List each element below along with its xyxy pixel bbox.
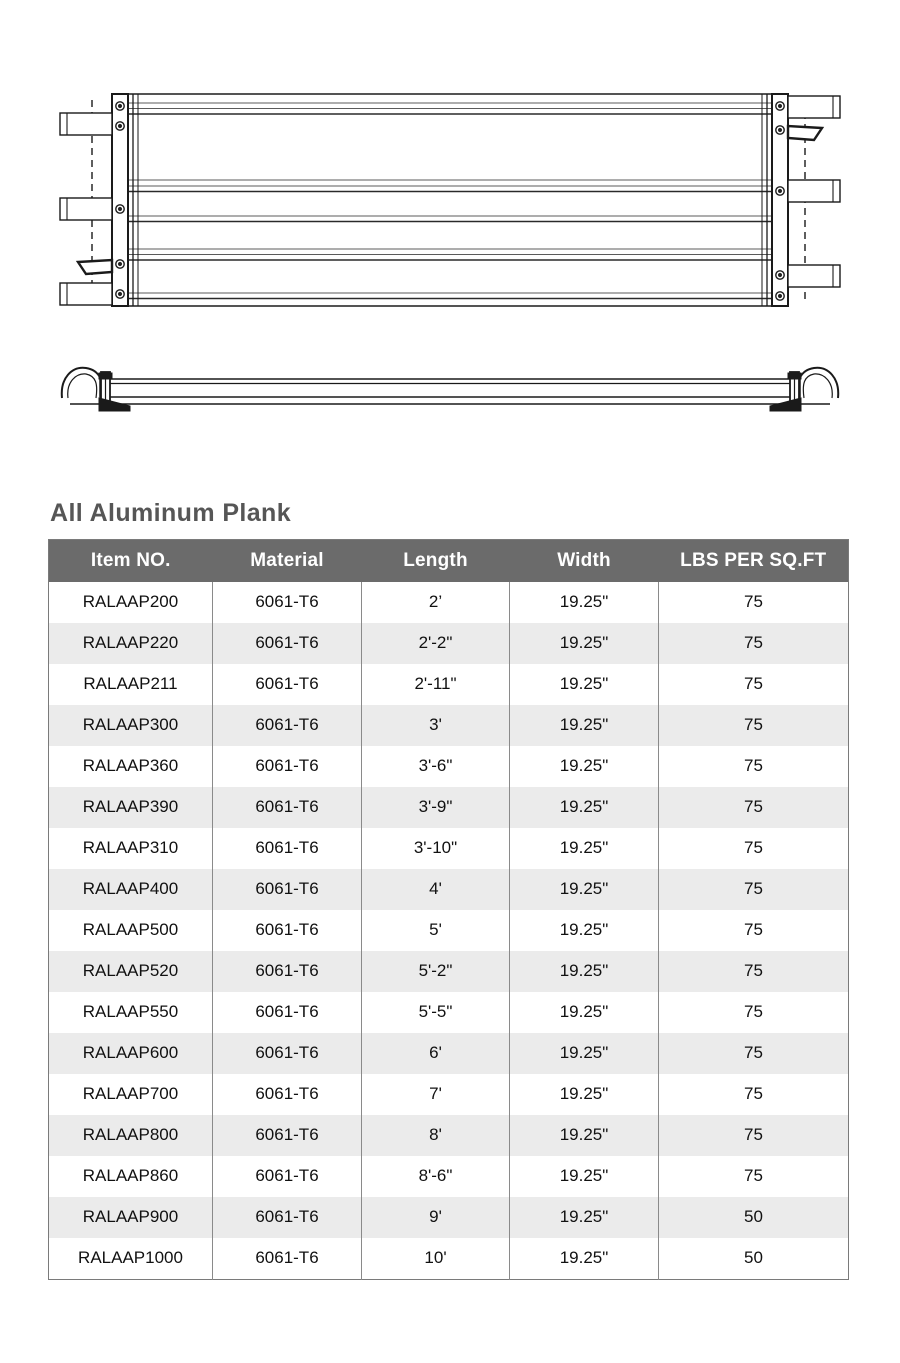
- cell-item: RALAAP400: [49, 869, 213, 910]
- cell-material: 6061-T6: [213, 1197, 362, 1238]
- cell-lbs: 75: [659, 951, 849, 992]
- spec-table-head: [49, 539, 849, 582]
- cell-length: 10': [362, 1238, 510, 1280]
- cell-material: 6061-T6: [213, 1238, 362, 1280]
- spec-section: [48, 500, 848, 1280]
- cell-lbs: 75: [659, 705, 849, 746]
- cell-item: RALAAP600: [49, 1033, 213, 1074]
- cell-width: 19.25": [510, 1197, 659, 1238]
- cell-lbs: 75: [659, 664, 849, 705]
- cell-width: 19.25": [510, 664, 659, 705]
- cell-width: 19.25": [510, 910, 659, 951]
- cell-item: RALAAP900: [49, 1197, 213, 1238]
- column-header-lbs: LBS PER SQ.FT: [659, 539, 849, 582]
- cell-lbs: 75: [659, 787, 849, 828]
- cell-length: 3'-10": [362, 828, 510, 869]
- cell-length: 5'-2": [362, 951, 510, 992]
- cell-material: 6061-T6: [213, 705, 362, 746]
- table-row: [49, 910, 849, 951]
- right-bracket-tab-1: [788, 96, 840, 118]
- left-hook-claw: [78, 260, 112, 274]
- top-view-group: [60, 94, 840, 306]
- left-bracket-tab-1: [60, 113, 112, 135]
- column-header-length: Length: [362, 539, 510, 582]
- plank-drawing-svg: [0, 0, 900, 470]
- cell-lbs: 75: [659, 1074, 849, 1115]
- right-bracket-tab-2: [788, 180, 840, 202]
- cell-lbs: 75: [659, 746, 849, 787]
- table-row: [49, 705, 849, 746]
- cell-width: 19.25": [510, 1115, 659, 1156]
- cell-material: 6061-T6: [213, 1115, 362, 1156]
- right-hook-claw: [788, 126, 822, 140]
- page-title: All Aluminum Plank: [50, 499, 292, 527]
- table-row: [49, 992, 849, 1033]
- table-row: [49, 746, 849, 787]
- cell-length: 7': [362, 1074, 510, 1115]
- table-row: [49, 1156, 849, 1197]
- cell-width: 19.25": [510, 951, 659, 992]
- cell-width: 19.25": [510, 828, 659, 869]
- cell-length: 3': [362, 705, 510, 746]
- right-bracket-tab-3: [788, 265, 840, 287]
- cell-lbs: 75: [659, 1033, 849, 1074]
- product-drawings: [0, 0, 900, 470]
- cell-lbs: 75: [659, 992, 849, 1033]
- left-bracket-tab-3: [60, 283, 112, 305]
- cell-width: 19.25": [510, 623, 659, 664]
- cell-item: RALAAP800: [49, 1115, 213, 1156]
- cell-material: 6061-T6: [213, 1033, 362, 1074]
- cell-material: 6061-T6: [213, 664, 362, 705]
- cell-material: 6061-T6: [213, 1156, 362, 1197]
- cell-item: RALAAP520: [49, 951, 213, 992]
- cell-length: 3'-6": [362, 746, 510, 787]
- cell-length: 3'-9": [362, 787, 510, 828]
- cell-length: 9': [362, 1197, 510, 1238]
- cell-length: 2’: [362, 582, 510, 623]
- cell-length: 8'-6": [362, 1156, 510, 1197]
- side-view-group: [62, 368, 838, 411]
- cell-item: RALAAP500: [49, 910, 213, 951]
- cell-item: RALAAP200: [49, 582, 213, 623]
- cell-item: RALAAP220: [49, 623, 213, 664]
- cell-lbs: 75: [659, 910, 849, 951]
- table-row: [49, 623, 849, 664]
- cell-item: RALAAP390: [49, 787, 213, 828]
- cell-material: 6061-T6: [213, 910, 362, 951]
- cell-lbs: 75: [659, 623, 849, 664]
- table-row: [49, 1115, 849, 1156]
- cell-width: 19.25": [510, 582, 659, 623]
- cell-width: 19.25": [510, 746, 659, 787]
- cell-material: 6061-T6: [213, 787, 362, 828]
- cell-item: RALAAP550: [49, 992, 213, 1033]
- cell-length: 6': [362, 1033, 510, 1074]
- cell-length: 4': [362, 869, 510, 910]
- table-header-row: [49, 539, 849, 582]
- cell-lbs: 75: [659, 869, 849, 910]
- table-row: [49, 1238, 849, 1280]
- cell-item: RALAAP211: [49, 664, 213, 705]
- cell-width: 19.25": [510, 1074, 659, 1115]
- cell-length: 5': [362, 910, 510, 951]
- cell-item: RALAAP860: [49, 1156, 213, 1197]
- column-header-width: Width: [510, 539, 659, 582]
- column-header-item: Item NO.: [49, 539, 213, 582]
- cell-width: 19.25": [510, 705, 659, 746]
- column-header-material: Material: [213, 539, 362, 582]
- cell-length: 8': [362, 1115, 510, 1156]
- spec-table: [48, 539, 849, 1280]
- cell-width: 19.25": [510, 1238, 659, 1280]
- cell-material: 6061-T6: [213, 992, 362, 1033]
- cell-width: 19.25": [510, 1033, 659, 1074]
- cell-lbs: 50: [659, 1197, 849, 1238]
- table-row: [49, 582, 849, 623]
- cell-lbs: 75: [659, 582, 849, 623]
- cell-width: 19.25": [510, 1156, 659, 1197]
- cell-material: 6061-T6: [213, 951, 362, 992]
- cell-item: RALAAP700: [49, 1074, 213, 1115]
- table-row: [49, 1074, 849, 1115]
- cell-material: 6061-T6: [213, 1074, 362, 1115]
- cell-material: 6061-T6: [213, 582, 362, 623]
- cell-item: RALAAP300: [49, 705, 213, 746]
- table-row: [49, 951, 849, 992]
- cell-length: 2'-11": [362, 664, 510, 705]
- cell-width: 19.25": [510, 992, 659, 1033]
- table-row: [49, 1197, 849, 1238]
- cell-length: 5'-5": [362, 992, 510, 1033]
- cell-length: 2'-2": [362, 623, 510, 664]
- cell-item: RALAAP310: [49, 828, 213, 869]
- cell-material: 6061-T6: [213, 746, 362, 787]
- table-row: [49, 664, 849, 705]
- table-row: [49, 828, 849, 869]
- table-row: [49, 1033, 849, 1074]
- cell-lbs: 75: [659, 1115, 849, 1156]
- table-row: [49, 869, 849, 910]
- cell-item: RALAAP360: [49, 746, 213, 787]
- left-bracket-tab-2: [60, 198, 112, 220]
- table-row: [49, 787, 849, 828]
- cell-width: 19.25": [510, 869, 659, 910]
- cell-lbs: 75: [659, 828, 849, 869]
- cell-item: RALAAP1000: [49, 1238, 213, 1280]
- spec-table-body: [49, 582, 849, 1280]
- cell-lbs: 50: [659, 1238, 849, 1280]
- cell-material: 6061-T6: [213, 869, 362, 910]
- cell-material: 6061-T6: [213, 828, 362, 869]
- cell-material: 6061-T6: [213, 623, 362, 664]
- cell-lbs: 75: [659, 1156, 849, 1197]
- cell-width: 19.25": [510, 787, 659, 828]
